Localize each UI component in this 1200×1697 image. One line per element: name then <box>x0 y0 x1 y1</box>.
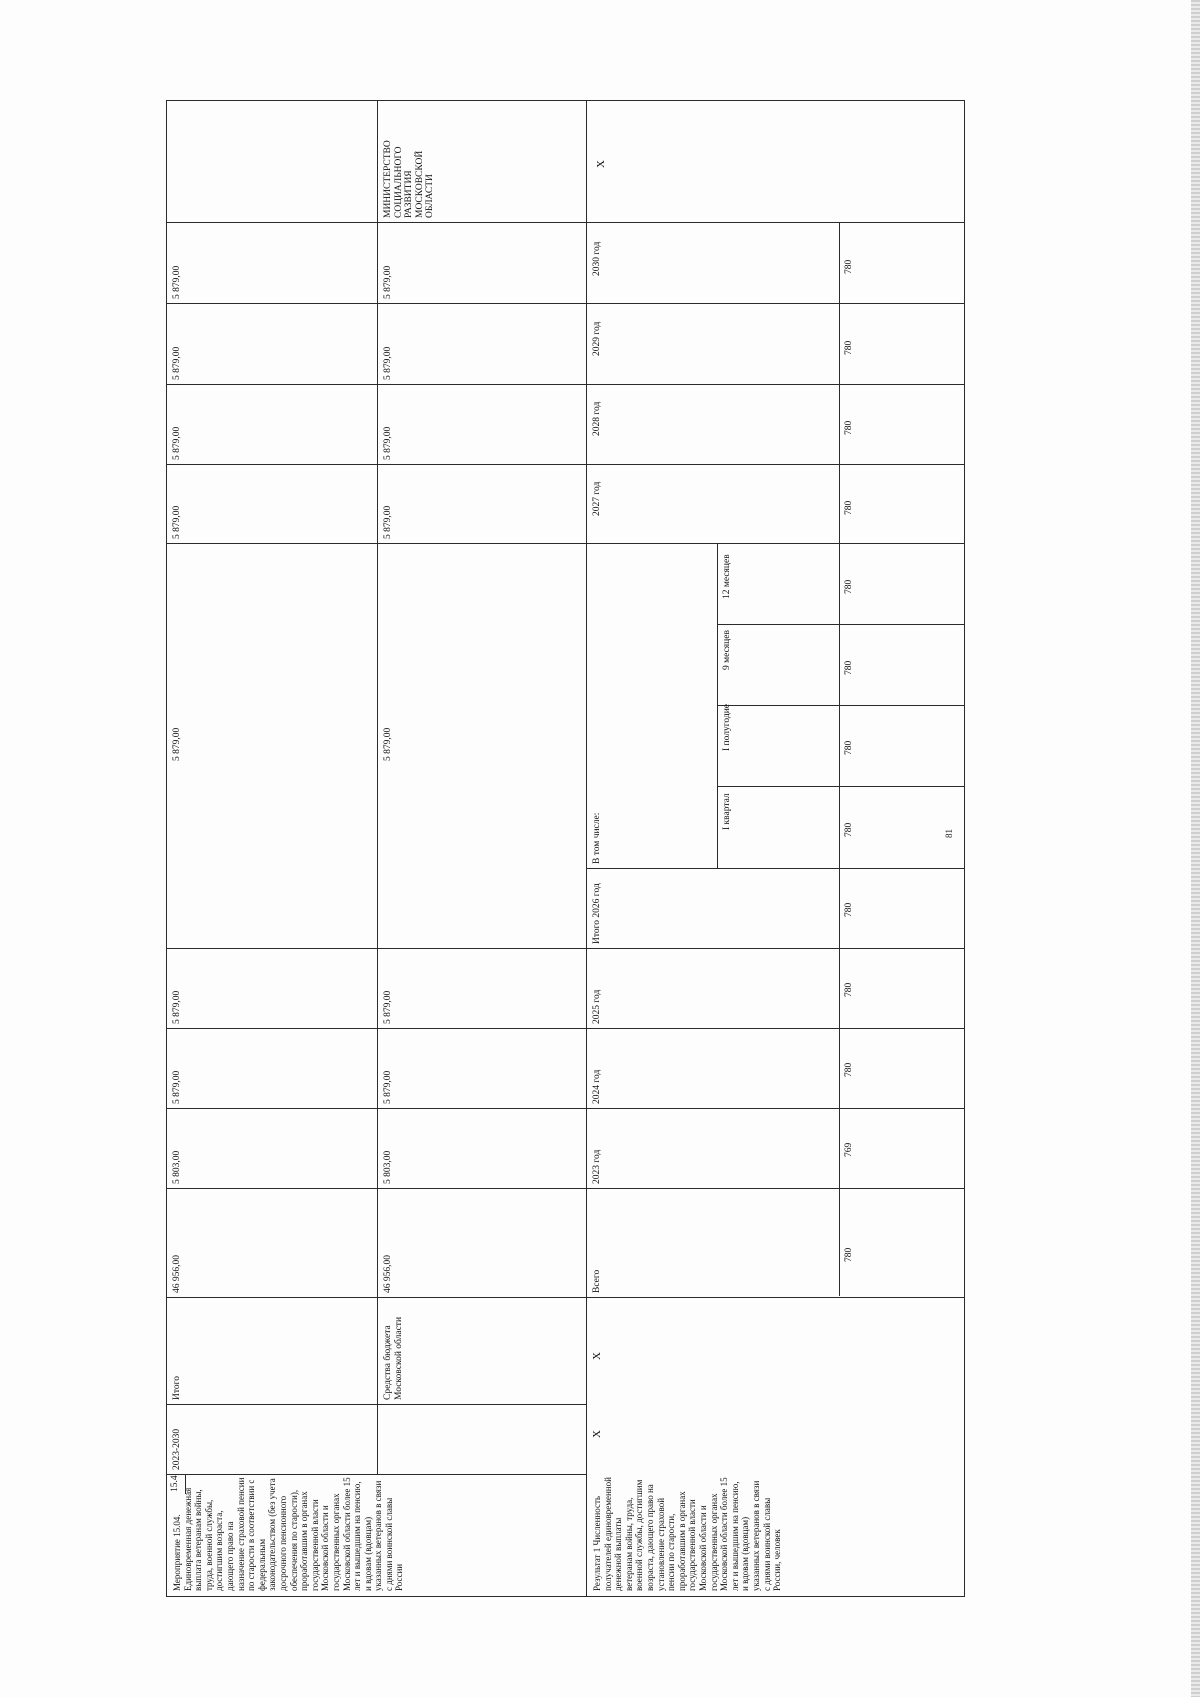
table-border-right <box>964 100 965 1597</box>
source-2027: 5 879,00 <box>383 505 393 539</box>
table-border-top <box>166 100 965 101</box>
table-border-left <box>166 100 167 1597</box>
value-9m: 780 <box>844 660 854 675</box>
header-2029: 2029 год <box>592 321 602 356</box>
value-12m: 780 <box>844 579 854 594</box>
header-2030: 2030 год <box>592 241 602 276</box>
col-line-2029 <box>166 384 587 385</box>
header-total-2026: Итого 2026 год <box>592 883 602 944</box>
total-sum: 46 956,00 <box>172 1255 182 1293</box>
value-q1: 780 <box>844 822 854 837</box>
total-2027: 5 879,00 <box>172 505 182 539</box>
col-line-2025 <box>166 1028 587 1029</box>
source-2029: 5 879,00 <box>383 346 393 380</box>
scan-edge <box>1191 0 1200 1697</box>
responsible-executor: МИНИСТЕРСТВО СОЦИАЛЬНОГО РАЗВИТИЯ МОСКОВСКОЙ ОБЛАСТИ <box>383 140 435 218</box>
value-2030: 780 <box>844 259 854 274</box>
source-2024: 5 879,00 <box>383 1070 393 1104</box>
header-2024: 2024 год <box>592 1069 602 1104</box>
total-2023: 5 803,00 <box>172 1150 182 1184</box>
result-line-q1 <box>717 786 965 787</box>
x-mark-label: X <box>591 1352 603 1360</box>
col-line-2028 <box>166 464 587 465</box>
header-h1: I полугодие <box>722 703 732 751</box>
total-2028: 5 879,00 <box>172 426 182 460</box>
table-border-bottom <box>166 1596 965 1597</box>
result-description: Результат 1 Численность получателей единовременной денежной выплаты ветеранам войны, труда, военной службы, достигшим возраста, дающего право на установление страховой пенсии по старости, проработавшим в органах государственной власти Московской области и государственных органах Московской области более 15 лет и вышедшим на пенсию, и вдовам (вдовцам) указанных ветеранов в связи с днями воинской славы России, человек <box>592 1477 783 1591</box>
col-line-2030 <box>166 303 587 304</box>
value-2024: 780 <box>844 1062 854 1077</box>
value-2026: 780 <box>844 902 854 917</box>
measure-description: Мероприятие 15.04. Единовременная денежная выплата ветеранам войны, труда, военной службы, достигшим возраста, дающего право на назначение страховой пенсии по старости в соответствии с федеральным законодательством (без учета досрочного пенсионного обеспечения по старости), проработавшим в органах государственной власти Московской области и государственных органах Московской области более 15 лет и вышедшим на пенсию, и вдовам (вдовцам) указанных ветеранов в связи с днями воинской славы России <box>172 1477 405 1591</box>
header-9m: 9 месяцев <box>722 630 732 670</box>
result-line-2025 <box>586 1028 965 1029</box>
row-divider-result <box>586 100 587 1597</box>
col-line-2024 <box>166 1108 587 1109</box>
header-including: В том числе: <box>592 812 602 864</box>
result-line-2027 <box>586 464 965 465</box>
header-total: Всего <box>592 1269 602 1293</box>
header-2027: 2027 год <box>592 481 602 516</box>
value-h1: 780 <box>844 740 854 755</box>
header-12m: 12 месяцев <box>722 554 732 599</box>
result-line-12m <box>586 543 965 544</box>
value-2023: 769 <box>844 1142 854 1157</box>
header-q1: I квартал <box>722 793 732 830</box>
total-label: Итого <box>172 1375 182 1400</box>
source-2030: 5 879,00 <box>383 265 393 299</box>
result-line-2028 <box>586 384 965 385</box>
col-line-2023 <box>166 1188 587 1189</box>
source-2028: 5 879,00 <box>383 426 393 460</box>
total-2029: 5 879,00 <box>172 346 182 380</box>
result-line-2030 <box>586 222 965 223</box>
col-line-label <box>166 1404 587 1405</box>
col-line-measure <box>166 1474 587 1475</box>
result-line-2024 <box>586 1108 965 1109</box>
source-2026: 5 879,00 <box>383 727 393 761</box>
source-label: Средства бюджета Московской области <box>383 1316 404 1400</box>
value-2028: 780 <box>844 420 854 435</box>
col-line-total <box>166 1297 587 1298</box>
result-line-2029 <box>586 303 965 304</box>
x-mark-period: X <box>591 1430 603 1438</box>
value-2025: 780 <box>844 982 854 997</box>
value-2029: 780 <box>844 340 854 355</box>
result-line-total <box>586 1297 965 1298</box>
total-2024: 5 879,00 <box>172 1070 182 1104</box>
source-sum: 46 956,00 <box>383 1255 393 1293</box>
header-2028: 2028 год <box>592 401 602 436</box>
result-line-2026 <box>586 948 965 949</box>
col-line-responsible <box>166 222 587 223</box>
row-number: 15.4 <box>170 1475 180 1492</box>
header-2025: 2025 год <box>592 989 602 1024</box>
row-divider-source <box>377 100 378 1474</box>
x-mark-responsible: X <box>595 160 607 168</box>
col-line-2027 <box>166 543 587 544</box>
value-2027: 780 <box>844 500 854 515</box>
result-line-2023 <box>586 1188 965 1189</box>
total-2025: 5 879,00 <box>172 990 182 1024</box>
source-2023: 5 803,00 <box>383 1150 393 1184</box>
period: 2023-2030 <box>172 1428 182 1470</box>
total-2026: 5 879,00 <box>172 727 182 761</box>
result-line-9m <box>717 624 965 625</box>
page-number: 81 <box>944 829 954 838</box>
result-line-incl <box>586 868 965 869</box>
col-line-2026 <box>166 948 587 949</box>
value-total: 780 <box>844 1247 854 1262</box>
result-line-h1 <box>717 705 965 706</box>
total-2030: 5 879,00 <box>172 265 182 299</box>
source-2025: 5 879,00 <box>383 990 393 1024</box>
header-2023: 2023 год <box>592 1149 602 1184</box>
